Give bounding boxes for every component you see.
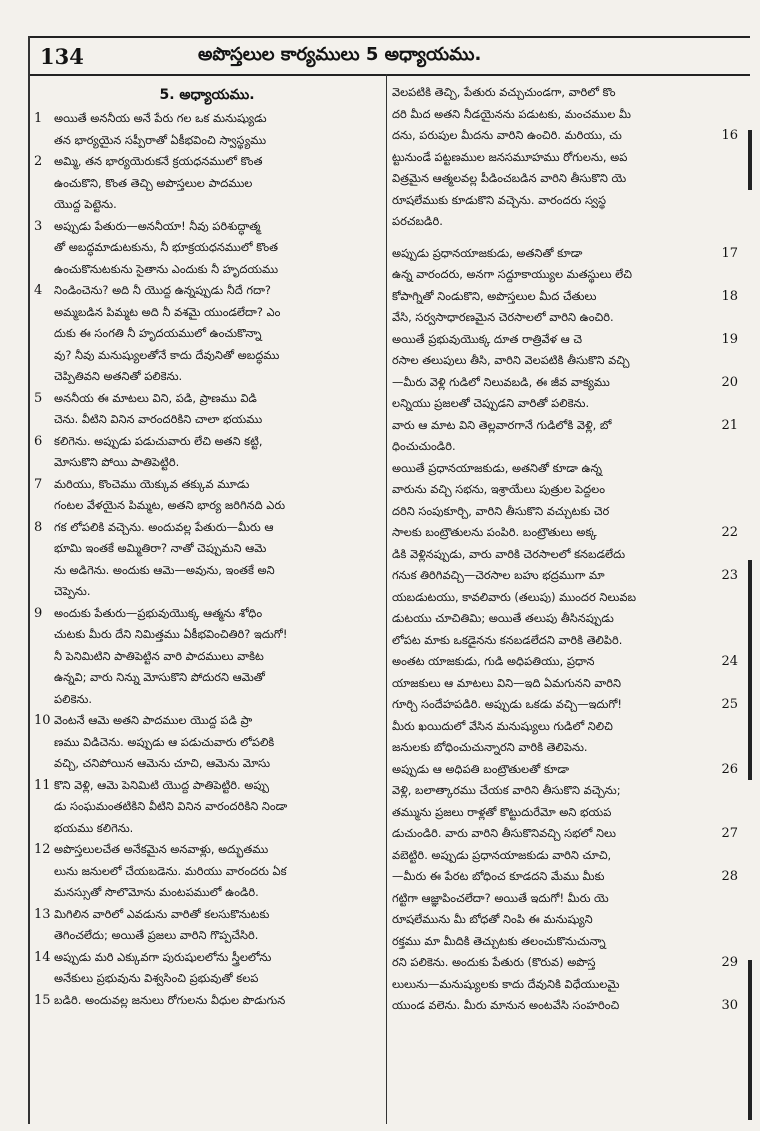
text-line <box>392 780 738 802</box>
verse-text: అనేకులు ప్రభువును విశ్వసించి ప్రభువుతో కలప <box>54 971 259 985</box>
text-line <box>392 716 738 738</box>
verse-text: గంటల వేళయైన పిమ్మట, అతని భార్య జరిగినది ఎరు <box>54 498 286 512</box>
verse-text: అప్పుడు పేతురు—అననీయా! నీవు పరిశుద్ధాత్మ <box>54 218 261 233</box>
text-line <box>392 82 738 104</box>
text-line <box>34 302 380 324</box>
text-line <box>34 624 380 646</box>
text-line <box>392 436 738 458</box>
text-line <box>34 689 380 711</box>
text-line <box>34 968 380 990</box>
text-line <box>392 759 738 781</box>
verse-text: విత్రమైన ఆత్మలవల్ల పీడించబడిన వారిని తీసుకొని యె <box>392 171 627 185</box>
verse-number: 9 <box>34 605 43 621</box>
text-line <box>392 393 738 415</box>
verse-number: 22 <box>721 525 738 540</box>
text-line <box>392 501 738 523</box>
verse-number: 3 <box>34 218 43 234</box>
page-number: 134 <box>40 44 84 69</box>
verse-text: పరచబడిరి. <box>392 214 443 228</box>
text-line <box>34 517 380 539</box>
text-line <box>392 147 738 169</box>
verse-text: అయితే అననీయ అనే పేరు గల ఒక మనుష్యుడు <box>54 111 267 125</box>
text-line <box>392 888 738 910</box>
verse-text: ఉన్న వారందరు, అనగా సద్దూకాయ్యుల మతస్థులు లేచి <box>392 267 632 281</box>
text-line <box>392 802 738 824</box>
verse-text: రూషలేముకు కూడుకొని వచ్చెను. వారందరు స్వస్థ <box>392 192 607 207</box>
running-title: అపొస్తలుల కార్యములు 5 అధ్యాయము. <box>198 44 482 65</box>
text-line <box>392 125 738 147</box>
verse-text: —మీరు ఈ పేరట బోధించ కూడదని మేము మీకు <box>392 869 605 883</box>
verse-text: చెప్పితివని అతనితో పలికెను. <box>54 369 183 383</box>
text-line <box>392 544 738 566</box>
text-line <box>392 909 738 931</box>
verse-number: 12 <box>34 842 51 857</box>
verse-text: దుకు ఈ సంగతి నీ హృదయములో ఉంచుకొన్నా <box>54 326 262 340</box>
text-line <box>34 603 380 625</box>
text-line <box>34 431 380 453</box>
text-line <box>34 710 380 732</box>
verse-text: కోపాగ్నితో నిండుకొని, అపొస్తలుల మీద చేతులు <box>392 288 597 303</box>
page-edge-mark <box>748 130 752 190</box>
verse-number: 5 <box>34 390 43 406</box>
verse-text: భయము కలిగెను. <box>54 820 134 835</box>
verse-number: 19 <box>721 331 738 347</box>
verse-text: లన్నియు ప్రజలతో చెప్పుడని వారితో పలికెను. <box>392 396 590 410</box>
verse-number: 6 <box>34 433 43 449</box>
text-line <box>392 673 738 695</box>
verse-text: అప్పుడు ప్రధానయాజకుడు, అతనితో కూడా <box>392 245 583 260</box>
verse-text: దరిని సంపుకూర్చి, వారిని తీసుకొని వచ్చుటకు చెర <box>392 503 610 518</box>
verse-text: పలికెను. <box>54 691 92 706</box>
verse-text: ఉంచుకొనుటకును సైతాను ఎందుకు నీ హృదయము <box>54 261 279 276</box>
text-line <box>34 474 380 496</box>
text-line <box>34 237 380 259</box>
text-line <box>34 366 380 388</box>
verse-text: రసాల తలుపులు తీసి, వారిని వెలపటికి తీసుకొని వచ్చి <box>392 353 630 367</box>
text-line <box>392 264 738 286</box>
verse-number: 25 <box>721 697 738 712</box>
text-line <box>34 646 380 668</box>
text-line <box>34 818 380 840</box>
left-column <box>34 82 380 1011</box>
text-line <box>34 775 380 797</box>
verse-number: 10 <box>34 713 51 728</box>
text-line <box>392 190 738 212</box>
verse-text: తమ్మును ప్రజలు రాళ్లతో కొట్టుదురేమో అని భయప <box>392 804 612 819</box>
verse-number: 2 <box>34 154 43 169</box>
verse-text: భూమి ఇంతకే అమ్మితిరా? నాతో చెప్పుమని ఆమె <box>54 541 267 555</box>
text-line <box>34 882 380 904</box>
text-line <box>392 522 738 544</box>
text-line <box>392 307 738 329</box>
page-header <box>28 36 750 76</box>
verse-text: గనుక తిరిగివచ్చి—చెరసాల బహు భద్రముగా మా <box>392 568 605 582</box>
text-line <box>34 409 380 431</box>
verse-text: ఉన్నవి; వారు నిన్ను మోసుకొని పోదురని ఆమెతో <box>54 670 265 684</box>
text-line <box>392 845 738 867</box>
verse-text: —మీరు వెళ్లి గుడిలో నిలువబడి, ఈ జీవ వాక్యము <box>392 374 610 389</box>
verse-text: నీ పెనిమిటిని పాతిపెట్టిన వారి పాదములు వాకిట <box>54 648 264 663</box>
verse-text: వెలపటికి తెచ్చి, పేతురు వచ్చుచుండగా, వారిలో కొం <box>392 85 616 99</box>
verse-number: 14 <box>34 949 51 965</box>
verse-text: అప్పుడు ఆ అధిపతి బంట్రౌతులతో కూడా <box>392 761 570 776</box>
text-line <box>34 861 380 883</box>
verse-text: అపొస్తలులచేత అనేకమైన అనవాళ్లు, అద్భుతము <box>54 842 269 856</box>
verse-text: యబడుటయు, కావలివారు (తలుపు) ముందర నిలువబ <box>392 589 637 604</box>
verse-text: రక్తము మా మీదికి తెచ్చుటకు తలంచుకొనుచున్నా <box>392 933 606 948</box>
text-line <box>392 587 738 609</box>
text-line <box>34 130 380 152</box>
verse-text: ణము విడిచెను. అప్పుడు ఆ పడుచువారు లోపలికి <box>54 734 275 749</box>
text-line <box>34 796 380 818</box>
text-line <box>34 904 380 926</box>
text-line <box>392 608 738 630</box>
text-line <box>34 259 380 281</box>
verse-number: 23 <box>721 568 738 583</box>
verse-text: యొద్ద పెట్టెను. <box>54 197 117 211</box>
verse-text: డికి వెళ్లినప్పుడు, వారు వారికి చెరసాలలో కనబడలేదు <box>392 546 626 561</box>
verse-text: వు? నీవు మనుష్యులతోనే కాదు దేవునితో అబద్ధము <box>54 347 280 362</box>
text-line <box>34 108 380 130</box>
verse-number: 24 <box>721 654 738 669</box>
verse-text: వారు ఆ మాట విని తెల్లవారగానే గుడిలోకి వెళ్లి, బో <box>392 417 612 432</box>
verse-number: 21 <box>721 417 738 433</box>
verse-number: 28 <box>721 869 738 884</box>
text-line <box>392 630 738 652</box>
text-line <box>34 667 380 689</box>
verse-number: 13 <box>34 906 51 922</box>
text-line <box>392 866 738 888</box>
verse-number: 4 <box>34 283 43 298</box>
page-edge-mark <box>748 960 752 1120</box>
text-line <box>392 737 738 759</box>
text-line <box>392 479 738 501</box>
verse-text: రని పలికెను. అందుకు పేతురు (కొరువ) అపొస్త <box>392 955 596 969</box>
verse-text: మిగిలిన వారిలో ఎవడును వారితో కలసుకొనుటకు <box>54 906 270 921</box>
text-line <box>34 280 380 302</box>
text-line <box>392 974 738 996</box>
text-line <box>392 372 738 394</box>
verse-text: దను, పరుపుల మీదను వారిని ఉంచిరి. మరియు, చు <box>392 128 622 142</box>
text-line <box>34 173 380 195</box>
text-line <box>392 286 738 308</box>
text-line <box>392 243 738 265</box>
verse-number: 8 <box>34 519 43 535</box>
right-column <box>392 82 738 1017</box>
text-line <box>392 952 738 974</box>
verse-text: మరియు, కొంచెము యెక్కువ తక్కువ మూడు <box>54 476 250 491</box>
verse-text: వబెట్టిరి. అప్పుడు ప్రధానయాజకుడు వారిని చూచి, <box>392 847 612 862</box>
verse-text: చెప్పెను. <box>54 584 91 598</box>
text-line <box>34 753 380 775</box>
verse-text: లోపట మాకు ఒకడైనను కనబడలేదని వారికి తెలిపిరి. <box>392 632 623 647</box>
text-line <box>392 995 738 1017</box>
verse-text: అంతట యాజకుడు, గుడి అధిపతియు, ప్రధాన <box>392 654 595 668</box>
text-line <box>392 823 738 845</box>
verse-text: యుండ వలెను. మీరు మానున అంటవేసి సంహరించి <box>392 998 620 1012</box>
verse-text: తన భార్యయైన సప్పీరాతో ఏకీభవించి స్వాస్థ్యము <box>54 132 267 147</box>
column-divider <box>386 74 387 1124</box>
text-line <box>34 581 380 603</box>
text-line <box>34 388 380 410</box>
verse-text: అయితే ప్రధానయాజకుడు, అతనితో కూడా ఉన్న <box>392 460 602 475</box>
text-line <box>392 931 738 953</box>
verse-number: 11 <box>34 777 51 793</box>
paragraph-gap <box>392 233 738 243</box>
text-line <box>392 350 738 372</box>
verse-text: కొని వెళ్లి, ఆమె పెనిమిటి యొద్ద పాతిపెట్టిరి. అప్పు <box>54 777 269 792</box>
text-line <box>34 151 380 173</box>
text-line <box>392 168 738 190</box>
text-line <box>34 194 380 216</box>
verse-text: ను అడిగెను. అందుకు ఆమె—అవును, ఇంతకే అని <box>54 562 275 577</box>
verse-text: మోసుకొని పోయి పాతిపెట్టిరి. <box>54 455 180 469</box>
text-line <box>34 345 380 367</box>
left-frame-rule <box>28 36 30 1124</box>
verse-number: 29 <box>721 955 738 970</box>
verse-text: నిండించెను? అది నీ యొద్ద ఉన్నప్పుడు నీదే గదా? <box>54 283 271 297</box>
verse-text: డు సంఘమంతటికిని వీటిని వినిన వారందరికిని నిండా <box>54 799 288 813</box>
verse-text: అందుకు పేతురు—ప్రభువుయొక్క ఆత్మను శోధిం <box>54 605 263 620</box>
verse-text: తో అబద్ధమాడుటకును, నీ భూక్రయధనములో కొంత <box>54 240 279 254</box>
text-line <box>34 560 380 582</box>
verse-text: అప్పుడు మరి ఎక్కువగా పురుషులలోను స్త్రీలలోను <box>54 949 272 964</box>
verse-text: వెంటనే ఆమె అతని పాదముల యొద్ద పడి ప్రా <box>54 713 253 727</box>
verse-text: వేసి, సర్వసాధారణమైన చెరసాలలో వారిని ఉంచిరి. <box>392 310 614 324</box>
page-edge-mark <box>748 560 752 780</box>
text-line <box>34 990 380 1012</box>
text-line <box>34 732 380 754</box>
verse-text: ట్టునుండే పట్టణముల జనసమూహము రోగులను, అప <box>392 149 628 164</box>
verse-text: వెళ్లి, బలాత్కారము చేయక వారిని తీసుకొని వచ్చెను; <box>392 783 621 797</box>
verse-number: 15 <box>34 992 51 1008</box>
verse-text: జనులకు బోధించుచున్నారని వారికి తెలిపెను. <box>392 740 588 754</box>
text-line <box>392 104 738 126</box>
text-line <box>34 538 380 560</box>
text-line <box>34 925 380 947</box>
text-line <box>392 694 738 716</box>
verse-number: 26 <box>721 761 738 777</box>
verse-number: 27 <box>721 826 738 841</box>
verse-number: 30 <box>721 998 738 1013</box>
text-line <box>34 452 380 474</box>
verse-text: మీరు ఖయిదులో వేసిన మనుష్యులు గుడిలో నిలిచి <box>392 718 613 733</box>
verse-text: వారును వచ్చి సభను, ఇశ్రాయేలు పుత్రుల పెద్దలం <box>392 482 605 496</box>
verse-text: రూషలేమును మీ బోధతో నింపి ఈ మనుష్యుని <box>392 912 593 926</box>
verse-text: ఉంచుకొని, కొంత తెచ్చి అపొస్తలుల పాదముల <box>54 175 253 190</box>
verse-text: యాజకులు ఆ మాటలు విని—ఇది ఏమగునని వారిని <box>392 675 622 690</box>
verse-number: 17 <box>721 245 738 261</box>
text-line <box>392 415 738 437</box>
verse-text: లును జనులలో చేయబడెను. మరియు వారందరు ఏక <box>54 863 287 878</box>
chapter-heading: 5. అధ్యాయము. <box>159 87 255 103</box>
verse-text: దరి మీద అతని నీడయైనను పడుటకు, మంచముల మీ <box>392 106 631 121</box>
verse-text: డుచుండిరి. వారు వారిని తీసుకొనివచ్చి సభలో నిలు <box>392 826 616 840</box>
text-line <box>34 216 380 238</box>
verse-text: చెను. వీటిని వినిన వారందరికిని చాలా భయము <box>54 412 263 426</box>
verse-number: 7 <box>34 476 43 492</box>
verse-text: డుటయు చూచితిమి; అయితే తలుపు తీసినప్పుడు <box>392 611 614 625</box>
text-line <box>392 458 738 480</box>
verse-text: కలిగెను. అప్పుడు పడుచువారు లేచి అతని కట్టి, <box>54 433 263 448</box>
text-line <box>34 323 380 345</box>
verse-text: మనస్సుతో సొలొమోను మంటపములో ఉండిరి. <box>54 885 259 899</box>
verse-number: 20 <box>721 374 738 390</box>
text-line <box>392 651 738 673</box>
verse-number: 18 <box>721 288 738 304</box>
verse-number: 16 <box>721 128 738 143</box>
verse-text: లులును—మనుష్యులకు కాదు దేవునికి విధేయులమై <box>392 976 620 991</box>
text-line <box>34 839 380 861</box>
verse-text: అమ్మి, తన భార్యయెరుకనే క్రయధనములో కొంత <box>54 154 263 168</box>
text-line <box>34 495 380 517</box>
verse-text: తెగించలేదు; అయితే ప్రజలు వారిని గొప్పచేసిరి. <box>54 928 259 942</box>
verse-text: అయితే ప్రభువుయొక్క దూత రాత్రివేళ ఆ చె <box>392 331 583 346</box>
text-line <box>392 211 738 233</box>
verse-text: చుటకు మీరు దేని నిమిత్తము ఏకీభవించితిరి? ఇదుగో! <box>54 627 288 641</box>
verse-text: గూర్చి సందేహపడిరి. అప్పుడు ఒకడు వచ్చి—ఇదుగో! <box>392 697 622 711</box>
verse-text: బడిరి. అందువల్ల జనులు రోగులను వీధుల పొడుగున <box>54 992 286 1007</box>
verse-text: సాలకు బంట్రౌతులను పంపిరి. బంట్రౌతులు అక్క <box>392 525 597 539</box>
text-line <box>392 329 738 351</box>
verse-text: ధించుచుండిరి. <box>392 439 456 453</box>
verse-text: అమ్మబడిన పిమ్మట అది నీ వశమై యుండలేదా? ఎం <box>54 304 281 319</box>
verse-number: 1 <box>34 111 43 126</box>
verse-text: వచ్చి, చనిపోయిన ఆమెను చూచి, ఆమెను మోసు <box>54 756 271 770</box>
text-line <box>34 947 380 969</box>
verse-text: అననీయ ఈ మాటలు విని, పడి, ప్రాణము విడి <box>54 390 257 405</box>
text-line <box>392 565 738 587</box>
verse-text: గక లోపలికి వచ్చెను. అందువల్ల పేతురు—మీరు ఆ <box>54 519 274 534</box>
verse-text: గట్టిగా ఆజ్ఞాపించలేదా? అయితే ఇదుగో! మీరు యె <box>392 890 609 905</box>
